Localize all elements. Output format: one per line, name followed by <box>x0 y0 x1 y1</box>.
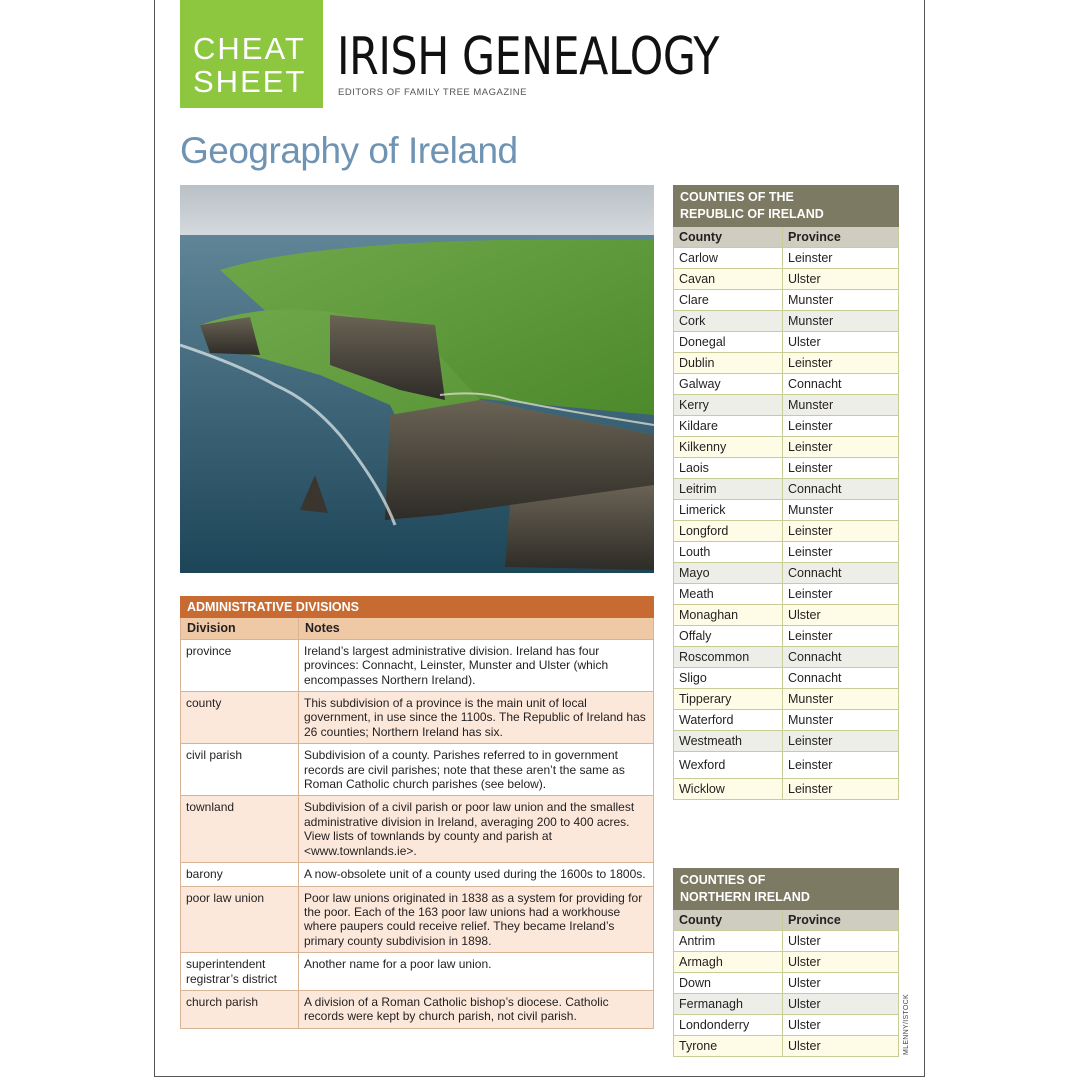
table-row <box>674 458 899 479</box>
table-row <box>181 990 654 1028</box>
table-row <box>674 395 899 416</box>
county-cell: Mayo <box>674 563 783 584</box>
province-cell: Leinster <box>783 458 899 479</box>
admin-table-title: ADMINISTRATIVE DIVISIONS <box>181 597 654 618</box>
table-row <box>674 416 899 437</box>
county-cell: Offaly <box>674 626 783 647</box>
table-row <box>674 542 899 563</box>
admin-col-notes: Notes <box>299 618 654 639</box>
province-cell: Munster <box>783 710 899 731</box>
province-cell: Connacht <box>783 374 899 395</box>
table-row <box>674 500 899 521</box>
publication-subtitle: EDITORS OF FAMILY TREE MAGAZINE <box>338 87 527 98</box>
division-cell: province <box>181 639 299 691</box>
republic-title-line-2: REPUBLIC OF IRELAND <box>680 207 824 221</box>
province-cell: Connacht <box>783 479 899 500</box>
province-cell: Ulster <box>783 1015 899 1036</box>
northern-ireland-counties-table <box>673 868 899 1057</box>
division-cell: church parish <box>181 990 299 1028</box>
county-cell: Dublin <box>674 353 783 374</box>
page-title: Geography of Ireland <box>180 130 518 171</box>
table-row <box>181 863 654 886</box>
province-cell: Connacht <box>783 563 899 584</box>
province-cell: Munster <box>783 290 899 311</box>
division-cell: civil parish <box>181 744 299 796</box>
county-cell: Kilkenny <box>674 437 783 458</box>
county-cell: Wicklow <box>674 779 783 800</box>
county-cell: Kildare <box>674 416 783 437</box>
table-row <box>181 886 654 953</box>
county-cell: Monaghan <box>674 605 783 626</box>
county-cell: Antrim <box>674 931 783 952</box>
province-cell: Ulster <box>783 269 899 290</box>
admin-col-division: Division <box>181 618 299 639</box>
table-row <box>674 521 899 542</box>
notes-cell: This subdivision of a province is the main unit of local government, in use since the 1100s. The Republic of Ireland has 26 counties; Northern Ireland has six. <box>299 692 654 744</box>
county-cell: Donegal <box>674 332 783 353</box>
county-cell: Laois <box>674 458 783 479</box>
table-row <box>181 953 654 991</box>
division-cell: townland <box>181 796 299 863</box>
northern-table-title <box>674 869 899 910</box>
northern-title-line-2: NORTHERN IRELAND <box>680 890 810 904</box>
province-cell: Munster <box>783 311 899 332</box>
republic-table-title <box>674 186 899 227</box>
province-cell: Ulster <box>783 952 899 973</box>
county-cell: Londonderry <box>674 1015 783 1036</box>
table-row <box>181 744 654 796</box>
table-row <box>674 752 899 779</box>
table-row <box>674 374 899 395</box>
division-cell: poor law union <box>181 886 299 953</box>
province-cell: Munster <box>783 500 899 521</box>
badge-line-1: CHEAT <box>193 31 306 66</box>
county-cell: Leitrim <box>674 479 783 500</box>
table-row <box>674 731 899 752</box>
county-cell: Fermanagh <box>674 994 783 1015</box>
table-row <box>674 563 899 584</box>
photo-credit: MLENNY/ISTOCK <box>903 994 910 1055</box>
table-row <box>674 779 899 800</box>
division-cell: barony <box>181 863 299 886</box>
province-cell: Leinster <box>783 353 899 374</box>
province-cell: Leinster <box>783 752 899 779</box>
province-cell: Ulster <box>783 994 899 1015</box>
province-cell: Leinster <box>783 626 899 647</box>
division-cell: county <box>181 692 299 744</box>
table-row <box>674 647 899 668</box>
division-cell: superintendent registrar’s district <box>181 953 299 991</box>
publication-title: IRISH GENEALOGY <box>337 27 720 87</box>
notes-cell: A now-obsolete unit of a county used during the 1600s to 1800s. <box>299 863 654 886</box>
republic-title-line-1: COUNTIES OF THE <box>680 190 794 204</box>
table-row <box>181 639 654 691</box>
notes-cell: Poor law unions originated in 1838 as a system for providing for the poor. Each of the 163 poor law unions had a workhouse where paupers could receive relief. They became Ireland’s primary county subdivision in 1898. <box>299 886 654 953</box>
table-row <box>674 931 899 952</box>
table-row <box>674 710 899 731</box>
republic-col-province: Province <box>783 227 899 248</box>
notes-cell: Subdivision of a civil parish or poor law union and the smallest administrative division in Ireland, averaging 200 to 400 acres. View lists of townlands by county and parish at <www.townlands.ie>. <box>299 796 654 863</box>
table-row <box>674 605 899 626</box>
table-row <box>674 584 899 605</box>
badge-line-2: SHEET <box>193 64 307 99</box>
county-cell: Sligo <box>674 668 783 689</box>
table-row <box>181 692 654 744</box>
county-cell: Tyrone <box>674 1036 783 1057</box>
table-row <box>674 994 899 1015</box>
county-cell: Longford <box>674 521 783 542</box>
table-row <box>674 1036 899 1057</box>
county-cell: Wexford <box>674 752 783 779</box>
province-cell: Munster <box>783 395 899 416</box>
county-cell: Roscommon <box>674 647 783 668</box>
county-cell: Armagh <box>674 952 783 973</box>
notes-cell: Ireland’s largest administrative division. Ireland has four provinces: Connacht, Leinster, Munster and Ulster (which encompasses Northern Ireland). <box>299 639 654 691</box>
province-cell: Ulster <box>783 973 899 994</box>
province-cell: Leinster <box>783 779 899 800</box>
republic-counties-table <box>673 185 899 800</box>
province-cell: Munster <box>783 689 899 710</box>
county-cell: Carlow <box>674 248 783 269</box>
republic-col-county: County <box>674 227 783 248</box>
northern-title-line-1: COUNTIES OF <box>680 873 766 887</box>
province-cell: Leinster <box>783 248 899 269</box>
table-row <box>674 1015 899 1036</box>
table-row <box>674 689 899 710</box>
notes-cell: A division of a Roman Catholic bishop’s diocese. Catholic records were kept by church parish, not civil parish. <box>299 990 654 1028</box>
county-cell: Clare <box>674 290 783 311</box>
notes-cell: Subdivision of a county. Parishes referred to in government records are civil parishes; note that these aren’t the same as Roman Catholic church parishes (see below). <box>299 744 654 796</box>
table-row <box>674 952 899 973</box>
province-cell: Ulster <box>783 931 899 952</box>
county-cell: Limerick <box>674 500 783 521</box>
county-cell: Kerry <box>674 395 783 416</box>
county-cell: Cork <box>674 311 783 332</box>
northern-col-province: Province <box>783 910 899 931</box>
province-cell: Connacht <box>783 668 899 689</box>
province-cell: Leinster <box>783 437 899 458</box>
province-cell: Leinster <box>783 542 899 563</box>
table-row <box>674 973 899 994</box>
province-cell: Connacht <box>783 647 899 668</box>
province-cell: Leinster <box>783 584 899 605</box>
table-row <box>674 479 899 500</box>
county-cell: Galway <box>674 374 783 395</box>
table-row <box>181 796 654 863</box>
county-cell: Waterford <box>674 710 783 731</box>
cliffs-photo <box>180 185 654 573</box>
table-row <box>674 269 899 290</box>
county-cell: Down <box>674 973 783 994</box>
notes-cell: Another name for a poor law union. <box>299 953 654 991</box>
county-cell: Louth <box>674 542 783 563</box>
table-row <box>674 332 899 353</box>
table-row <box>674 248 899 269</box>
province-cell: Ulster <box>783 332 899 353</box>
county-cell: Cavan <box>674 269 783 290</box>
table-row <box>674 437 899 458</box>
table-row <box>674 353 899 374</box>
province-cell: Leinster <box>783 416 899 437</box>
table-row <box>674 290 899 311</box>
table-row <box>674 626 899 647</box>
table-row <box>674 311 899 332</box>
province-cell: Leinster <box>783 521 899 542</box>
administrative-divisions-table <box>180 596 654 1029</box>
province-cell: Ulster <box>783 1036 899 1057</box>
county-cell: Meath <box>674 584 783 605</box>
province-cell: Ulster <box>783 605 899 626</box>
county-cell: Westmeath <box>674 731 783 752</box>
cheat-sheet-badge <box>180 0 323 108</box>
province-cell: Leinster <box>783 731 899 752</box>
table-row <box>674 668 899 689</box>
county-cell: Tipperary <box>674 689 783 710</box>
northern-col-county: County <box>674 910 783 931</box>
